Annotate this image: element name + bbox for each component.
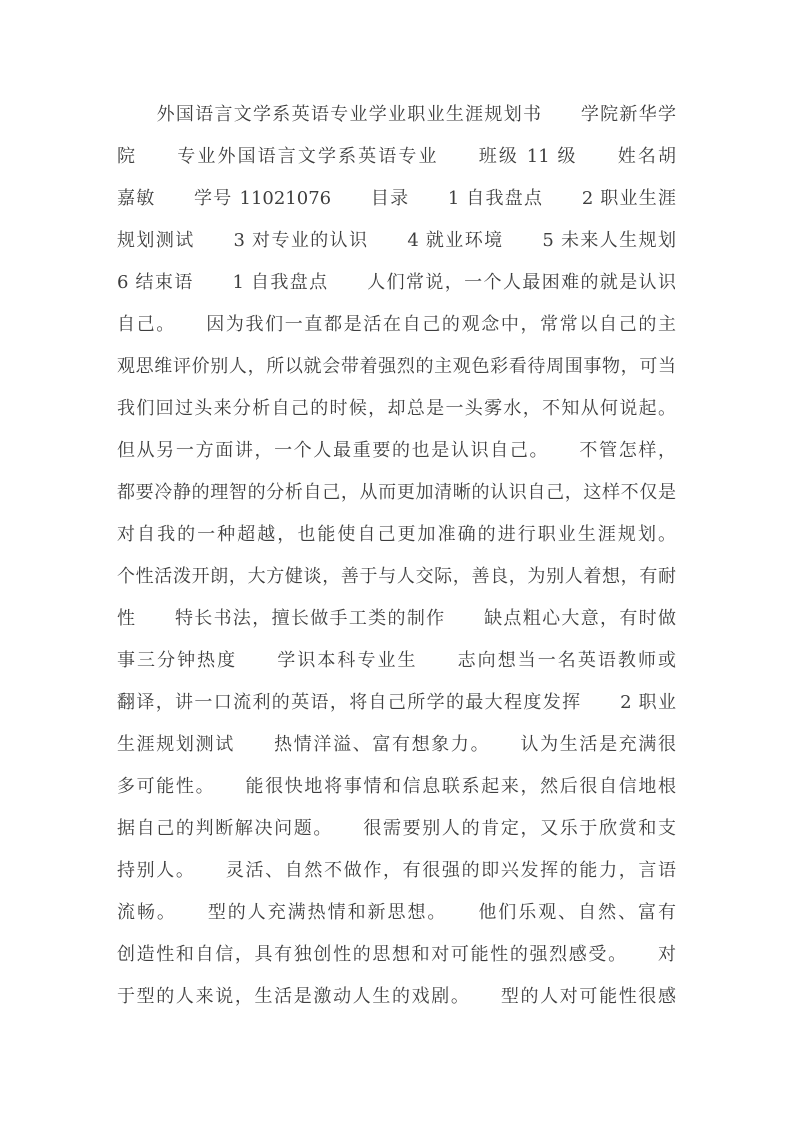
text-line-4: 规划测试 3 对专业的认识 4 就业环境 5 未来人生规划: [117, 230, 676, 251]
text-line-12: 个性活泼开朗，大方健谈，善于与人交际，善良，为别人着想，有耐: [117, 566, 676, 587]
text-line-2: 院 专业外国语言文学系英语专业 班级 11 级 姓名胡: [117, 146, 676, 167]
text-line-19: 持别人。 灵活、自然不做作，有很强的即兴发挥的能力，言语: [117, 860, 676, 881]
text-line-10: 都要冷静的理智的分析自己，从而更加清晰的认识自己，这样不仅是: [117, 482, 676, 503]
text-line-7: 观思维评价别人，所以就会带着强烈的主观色彩看待周围事物，可当: [117, 356, 676, 377]
text-line-1: 外国语言文学系英语专业学业职业生涯规划书 学院新华学: [156, 104, 676, 125]
document-body: [117, 94, 676, 1018]
text-line-14: 事三分钟热度 学识本科专业生 志向想当一名英语教师或: [117, 650, 676, 671]
text-line-17: 多可能性。 能很快地将事情和信息联系起来，然后很自信地根: [117, 776, 676, 797]
text-line-16: 生涯规划测试 热情洋溢、富有想象力。 认为生活是充满很: [117, 734, 676, 755]
text-line-20: 流畅。 型的人充满热情和新思想。 他们乐观、自然、富有: [117, 902, 676, 923]
text-line-13: 性 特长书法，擅长做手工类的制作 缺点粗心大意，有时做: [117, 608, 676, 629]
text-line-5: 6 结束语 1 自我盘点 人们常说，一个人最困难的就是认识: [117, 272, 676, 293]
text-line-22: 于型的人来说，生活是激动人生的戏剧。 型的人对可能性很感: [117, 986, 676, 1007]
text-line-18: 据自己的判断解决问题。 很需要别人的肯定，又乐于欣赏和支: [117, 818, 676, 839]
text-line-8: 我们回过头来分析自己的时候，却总是一头雾水，不知从何说起。: [117, 398, 676, 419]
text-line-15: 翻译，讲一口流利的英语，将自己所学的最大程度发挥 2 职业: [117, 692, 676, 713]
text-line-9: 但从另一方面讲，一个人最重要的也是认识自己。 不管怎样，: [117, 440, 676, 461]
text-line-6: 自己。 因为我们一直都是活在自己的观念中，常常以自己的主: [117, 314, 676, 335]
text-line-3: 嘉敏 学号 11021076 目录 1 自我盘点 2 职业生涯: [117, 188, 676, 209]
text-line-21: 创造性和自信，具有独创性的思想和对可能性的强烈感受。 对: [117, 944, 676, 965]
text-line-11: 对自我的一种超越，也能使自己更加准确的进行职业生涯规划。: [117, 524, 676, 545]
